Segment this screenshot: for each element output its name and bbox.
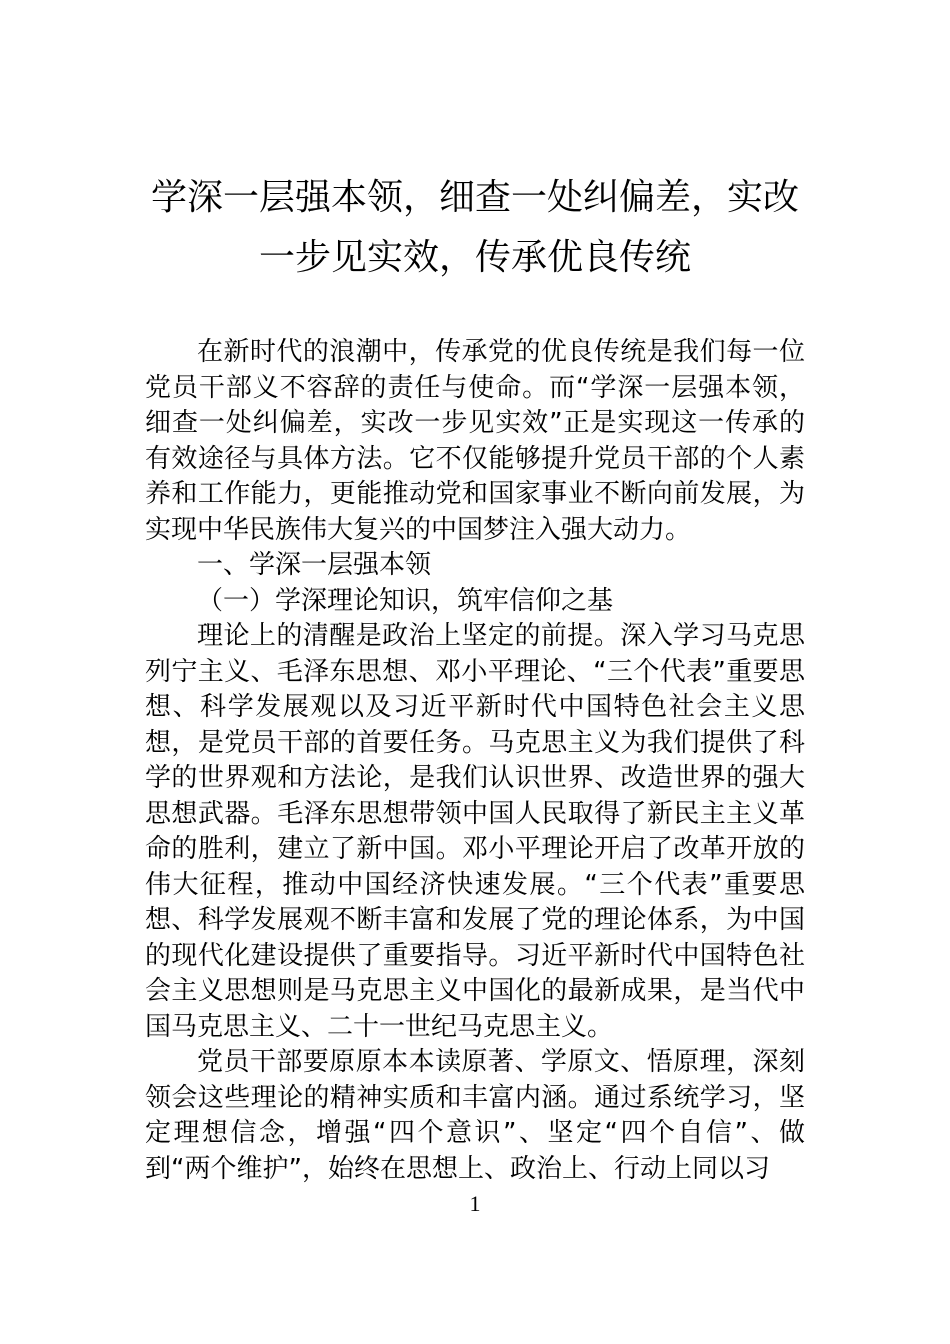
intro-paragraph: 在新时代的浪潮中，传承党的优良传统是我们每一位党员干部义不容辞的责任与使命。而“学深一层强本领，细查一处纠偏差，实改一步见实效”正是实现这一传承的有效途径与具体方法。它不仅能够提升党员干部的个人素养和工作能力，更能推动党和国家事业不断向前发展，为实现中华民族伟大复兴的中国梦注入强大动力。 [145,337,805,545]
body-paragraph-study: 党员干部要原原本本读原著、学原文、悟原理，深刻领会这些理论的精神实质和丰富内涵。通过系统学习，坚定理想信念，增强“四个意识”、坚定“四个自信”、做到“两个维护”，始终在思想上、政治上、行动上同以习 [145,1047,805,1184]
document-body [145,335,805,1187]
document-title [145,168,805,288]
page-number: 1 [469,1191,481,1216]
subsection-heading-1: （一）学深理论知识，筑牢信仰之基 [197,585,614,616]
title-line-2: 一步见实效，传承优良传统 [258,237,691,278]
section-heading-1: 一、学深一层强本领 [197,550,432,580]
title-line-1: 学深一层强本领，细查一处纠偏差，实改 [150,177,799,218]
body-paragraph-theory: 理论上的清醒是政治上坚定的前提。深入学习马克思列宁主义、毛泽东思想、邓小平理论、“三个代表”重要思想、科学发展观以及习近平新时代中国特色社会主义思想，是党员干部的首要任务。马克思主义为我们提供了科学的世界观和方法论，是我们认识世界、改造世界的强大思想武器。毛泽东思想带领中国人民取得了新民主主义革命的胜利，建立了新中国。邓小平理论开启了改革开放的伟大征程，推动中国经济快速发展。“三个代表”重要思想、科学发展观不断丰富和发展了党的理论体系，为中国的现代化建设提供了重要指导。习近平新时代中国特色社会主义思想则是马克思主义中国化的最新成果，是当代中国马克思主义、二十一世纪马克思主义。 [145,621,805,1042]
